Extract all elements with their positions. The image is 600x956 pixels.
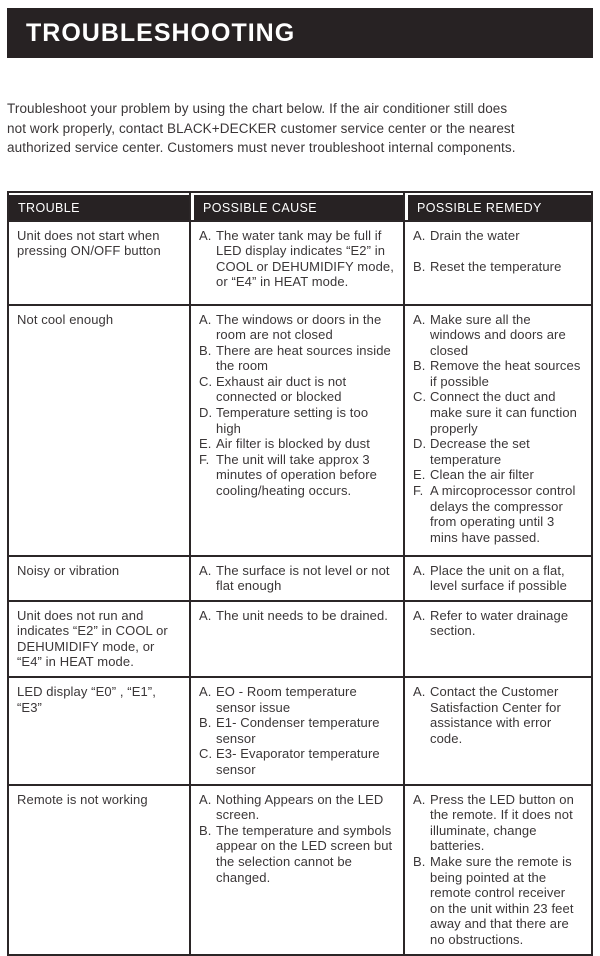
list-item-text: The unit needs to be drained. xyxy=(216,607,389,623)
trouble-cell xyxy=(9,557,189,600)
list-item-label: C. xyxy=(413,389,427,405)
trouble-cell xyxy=(9,306,189,555)
possible-cause-cell xyxy=(191,602,403,676)
possible-cause-cell xyxy=(191,786,403,954)
trouble-cell xyxy=(9,678,189,784)
list-item-text: Press the LED button on the remote. If it does not illuminate, change batteries. xyxy=(430,791,574,854)
list-item xyxy=(413,228,583,244)
possible-remedy-cell xyxy=(405,306,591,555)
list-item xyxy=(413,467,583,483)
list-item-text: The surface is not level or not flat enough xyxy=(216,562,390,594)
column-header-possible-cause: POSSIBLE CAUSE xyxy=(191,193,403,220)
list-item xyxy=(413,312,583,359)
list-item-label: A. xyxy=(199,791,212,807)
list-item xyxy=(199,715,395,746)
list-item-label: B. xyxy=(199,715,212,731)
list-item-label: A. xyxy=(413,227,426,243)
list-item xyxy=(199,228,395,290)
list-item xyxy=(413,684,583,746)
list-item xyxy=(413,608,583,639)
list-item-label: A. xyxy=(199,607,212,623)
list-item xyxy=(199,608,395,624)
list-item-label: B. xyxy=(199,342,212,358)
list-item xyxy=(199,312,395,343)
list-item-text: The temperature and symbols appear on the LED screen but the selection cannot be changed. xyxy=(216,822,393,885)
list-item-label: E. xyxy=(413,467,426,483)
list-item xyxy=(199,684,395,715)
list-item-label: A. xyxy=(199,684,212,700)
list-item-text: The unit will take approx 3 minutes of operation before cooling/heating occurs. xyxy=(216,451,377,499)
possible-remedy-cell xyxy=(405,557,591,600)
possible-cause-cell xyxy=(191,678,403,784)
list-item-text: The water tank may be full if LED display indicates “E2” in COOL or DEHUMIDIFY mode, or “E4” in HEAT mode. xyxy=(216,227,394,290)
intro-line: authorized service center. Customers must never troubleshoot internal components. xyxy=(7,140,516,155)
list-item-text: A mircoprocessor control delays the compressor from operating until 3 mins have passed. xyxy=(430,483,576,545)
list-item xyxy=(199,343,395,374)
trouble-text: Remote is not working xyxy=(17,791,148,807)
possible-remedy-cell xyxy=(405,602,591,676)
list-item-label: A. xyxy=(413,607,426,623)
list-item-text: The windows or doors in the room are not closed xyxy=(216,311,382,343)
list-item-text: Connect the duct and make sure it can function properly xyxy=(430,389,578,436)
list-item xyxy=(199,405,395,436)
list-item-label: C. xyxy=(199,373,213,389)
list-item xyxy=(199,452,395,499)
list-item xyxy=(413,563,583,594)
list-item-text: E1- Condenser temperature sensor xyxy=(216,715,380,746)
list-item xyxy=(413,389,583,436)
list-item-label: A. xyxy=(413,562,426,578)
list-item-label: F. xyxy=(199,451,210,467)
intro-line: not work properly, contact BLACK+DECKER customer service center or the nearest xyxy=(7,120,515,136)
list-item xyxy=(199,436,395,452)
list-item xyxy=(413,854,583,948)
possible-cause-cell xyxy=(191,306,403,555)
list-item-text: Contact the Customer Satisfaction Center for assistance with error code. xyxy=(430,684,561,746)
intro-line: Troubleshoot your problem by using the chart below. If the air conditioner still does xyxy=(7,101,508,116)
trouble-cell xyxy=(9,602,189,676)
list-item xyxy=(413,792,583,854)
list-item-text: Clean the air filter xyxy=(430,467,534,483)
list-item-text: Make sure the remote is being pointed at the remote control receiver on the unit within 23 feet away and that there are no obstructions. xyxy=(430,854,574,947)
list-item-label: B. xyxy=(413,854,426,869)
list-item-label: E. xyxy=(199,436,212,452)
list-item xyxy=(199,792,395,823)
list-item-label: D. xyxy=(413,436,427,452)
list-item xyxy=(199,374,395,405)
list-item-label: A. xyxy=(413,311,426,327)
possible-remedy-cell xyxy=(405,222,591,304)
list-item-label: B. xyxy=(413,358,426,374)
list-item xyxy=(199,823,395,885)
trouble-cell xyxy=(9,222,189,304)
possible-cause-cell xyxy=(191,557,403,600)
list-item-label: A. xyxy=(413,684,426,700)
list-item-text: There are heat sources inside the room xyxy=(216,342,391,374)
list-item-label: F. xyxy=(413,483,424,499)
trouble-text: Not cool enough xyxy=(17,311,114,327)
section-title-bar xyxy=(7,8,593,58)
list-item-label: B. xyxy=(413,258,426,274)
list-item xyxy=(413,358,583,389)
list-item-spacer xyxy=(413,243,583,259)
list-item xyxy=(199,746,395,777)
list-item-text: E3- Evaporator temperature sensor xyxy=(216,746,380,778)
possible-cause-cell xyxy=(191,222,403,304)
list-item xyxy=(199,563,395,594)
list-item-label: C. xyxy=(199,746,213,762)
list-item-text: Refer to water drainage section. xyxy=(430,607,569,639)
list-item-text: Place the unit on a flat, level surface if possible xyxy=(430,562,567,594)
list-item-label: A. xyxy=(199,227,212,243)
list-item-label: D. xyxy=(199,405,213,421)
list-item-text: Drain the water xyxy=(430,227,520,243)
list-item xyxy=(413,259,583,275)
trouble-text: Noisy or vibration xyxy=(17,562,120,578)
column-header-possible-remedy: POSSIBLE REMEDY xyxy=(405,193,591,220)
list-item-label: A. xyxy=(413,791,426,807)
trouble-text: Unit does not start when pressing ON/OFF button xyxy=(17,227,161,259)
list-item-text: Make sure all the windows and doors are closed xyxy=(430,311,566,358)
list-item-text: Remove the heat sources if possible xyxy=(430,358,581,389)
list-item-text: EO - Room temperature sensor issue xyxy=(216,684,357,715)
intro-paragraph xyxy=(7,99,593,158)
list-item-label: A. xyxy=(199,311,212,327)
page-title: TROUBLESHOOTING xyxy=(26,18,296,47)
possible-remedy-cell xyxy=(405,678,591,784)
column-header-trouble: TROUBLE xyxy=(9,193,189,220)
possible-remedy-cell xyxy=(405,786,591,954)
list-item-text: Nothing Appears on the LED screen. xyxy=(216,791,384,823)
list-item-text: Air filter is blocked by dust xyxy=(216,436,370,452)
list-item-text: Decrease the set temperature xyxy=(430,436,530,467)
troubleshooting-table xyxy=(7,191,593,956)
trouble-text: Unit does not run and indicates “E2” in COOL or DEHUMIDIFY mode, or “E4” in HEAT mode. xyxy=(17,607,168,670)
trouble-cell xyxy=(9,786,189,954)
trouble-text: LED display “E0” , “E1”, “E3” xyxy=(17,684,156,715)
list-item-label: B. xyxy=(199,822,212,838)
list-item-text: Reset the temperature xyxy=(430,258,562,274)
list-item xyxy=(413,483,583,545)
list-item-label: A. xyxy=(199,562,212,578)
list-item xyxy=(413,436,583,467)
list-item-text: Temperature setting is too high xyxy=(216,405,369,436)
list-item-text: Exhaust air duct is not connected or blocked xyxy=(216,373,347,405)
